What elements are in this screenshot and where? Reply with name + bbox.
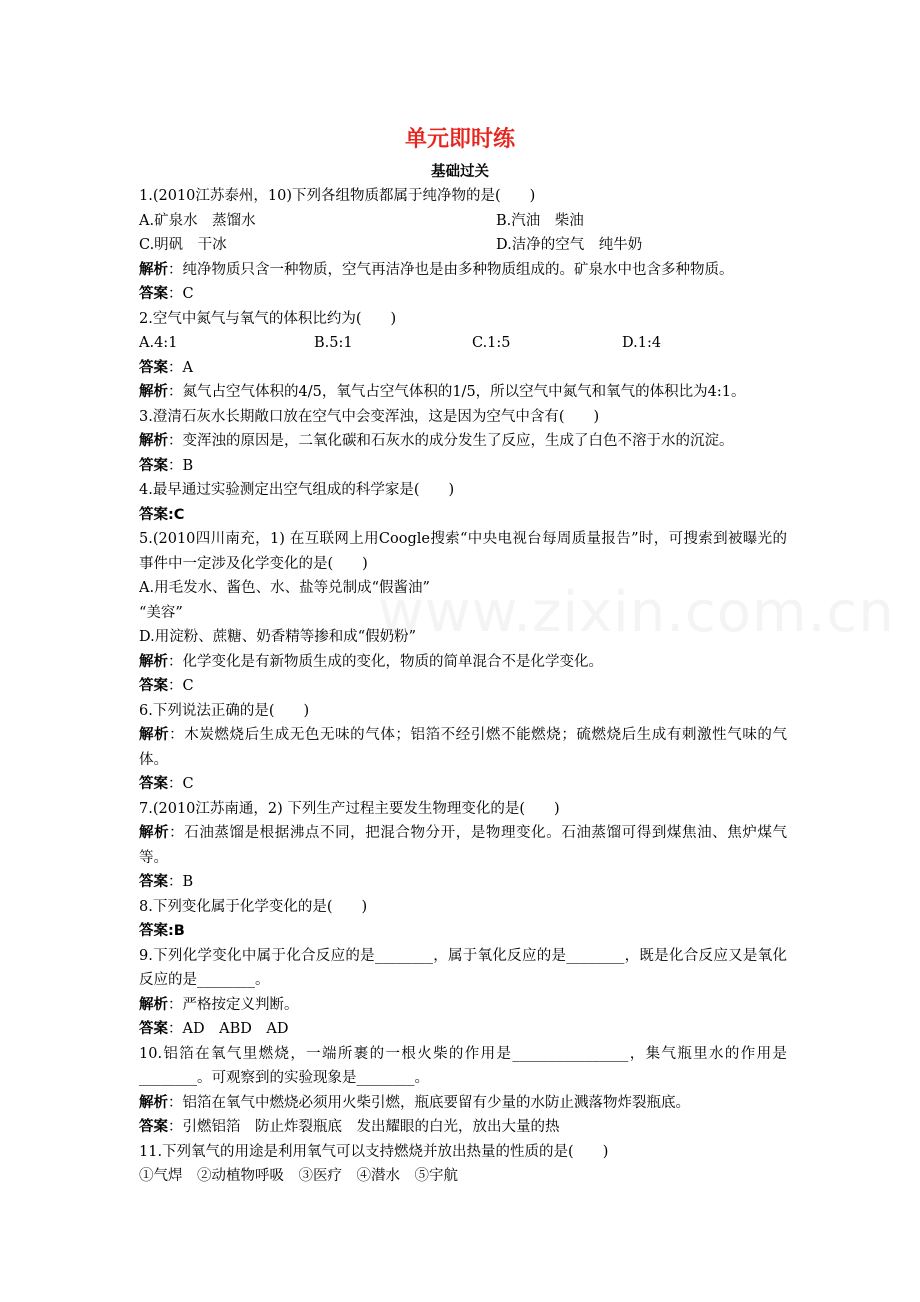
option-b: B.5:1 — [314, 335, 353, 351]
question-9-answer: 答案：AD ABD AD — [139, 1021, 289, 1037]
watermark: www.zixin.com.cn — [378, 580, 895, 645]
question-1-options-row2 — [139, 233, 787, 258]
option-b: B.汽油 柴油 — [496, 212, 584, 229]
option-a: A.矿泉水 蒸馏水 — [139, 212, 256, 229]
question-list — [139, 184, 787, 1189]
question-8-stem: 8.下列变化属于化学变化的是( ) — [139, 898, 368, 915]
question-1-analysis: 解析：纯净物质只含一种物质，空气再洁净也是由多种物质组成的。矿泉水中也含多种物质。 — [139, 261, 734, 278]
question-2-answer: 答案：A — [139, 359, 193, 376]
question-1-stem: 1.(2010江苏泰州，10)下列各组物质都属于纯净物的是( ) — [139, 188, 536, 204]
question-5-answer: 答案：C — [139, 678, 194, 694]
option-c: C.1:5 — [472, 335, 511, 351]
question-9-analysis: 解析：严格按定义判断。 — [139, 996, 299, 1013]
page-title: 单元即时练 — [404, 127, 515, 152]
question-6-stem: 6.下列说法正确的是( ) — [139, 702, 310, 719]
question-1-answer: 答案：C — [139, 286, 194, 302]
option-d: D.用淀粉、蔗糖、奶香精等掺和成“假奶粉” — [139, 629, 417, 645]
question-5-stem: 5.(2010四川南充，1) 在互联网上用Coogle搜索“中央电视台每周质量报告”时，可搜索到被曝光的事件中一定涉及化学变化的是( ) — [139, 531, 787, 572]
question-11-options: ①气焊 ②动植物呼吸 ③医疗 ④潜水 ⑤宇航 — [139, 1168, 458, 1184]
option-d: D.洁净的空气 纯牛奶 — [496, 237, 643, 253]
option-d: D.1:4 — [622, 335, 662, 351]
question-3-answer: 答案：B — [139, 457, 194, 474]
question-9-stem: 9.下列化学变化中属于化合反应的是________，属于氧化反应的是________，既是化合反应又是氧化反应的是________。 — [139, 947, 787, 988]
question-8-answer: 答案:B — [139, 923, 185, 939]
question-1-options-row1 — [139, 209, 787, 234]
question-6-analysis: 解析：木炭燃烧后生成无色无味的气体；铝箔不经引燃不能燃烧；硫燃烧后生成有刺激性气味的气体。 — [139, 727, 788, 768]
option-a: A.用毛发水、酱色、水、盐等兑制成“假酱油” — [139, 580, 430, 596]
question-5-analysis: 解析：化学变化是有新物质生成的变化，物质的简单混合不是化学变化。 — [139, 653, 603, 670]
question-7-analysis: 解析：石油蒸馏是根据沸点不同，把混合物分开，是物理变化。石油蒸馏可得到煤焦油、焦炉煤气等。 — [139, 825, 788, 866]
section-title: 基础过关 — [431, 164, 489, 180]
question-11-stem: 11.下列氧气的用途是利用氧气可以支持燃烧并放出热量的性质的是( ) — [139, 1143, 609, 1160]
question-2-options — [139, 331, 787, 356]
question-10-answer: 答案：引燃铝箔 防止炸裂瓶底 发出耀眼的白光，放出大量的热 — [139, 1119, 560, 1135]
question-4-answer: 答案:C — [139, 506, 185, 523]
option-c: C.明矾 干冰 — [139, 237, 227, 253]
question-7-answer: 答案：B — [139, 874, 194, 890]
question-6-answer: 答案：C — [139, 776, 194, 792]
question-2-analysis: 解析：氮气占空气体积的4/5，氧气占空气体积的1/5，所以空气中氮气和氧气的体积比为4:1。 — [139, 384, 746, 400]
question-2-stem: 2.空气中氮气与氧气的体积比约为( ) — [139, 310, 397, 327]
option-a: A.4:1 — [139, 335, 178, 351]
question-3-analysis: 解析：变浑浊的原因是，二氧化碳和石灰水的成分发生了反应，生成了白色不溶于水的沉淀。 — [139, 433, 734, 449]
question-10-analysis: 解析：铝箔在氧气中燃烧必须用火柴引燃，瓶底要留有少量的水防止溅落物炸裂瓶底。 — [139, 1094, 690, 1111]
question-7-stem: 7.(2010江苏南通，2) 下列生产过程主要发生物理变化的是( ) — [139, 800, 560, 817]
question-10-stem: 10.铝箔在氧气里燃烧，一端所裹的一根火柴的作用是________________，集气瓶里水的作用是________。可观察到的实验现象是________。 — [139, 1045, 787, 1086]
option-fragment: “美容” — [139, 604, 183, 621]
question-3-stem: 3.澄清石灰水长期敞口放在空气中会变浑浊，这是因为空气中含有( ) — [139, 408, 600, 425]
question-4-stem: 4.最早通过实验测定出空气组成的科学家是( ) — [139, 482, 455, 498]
